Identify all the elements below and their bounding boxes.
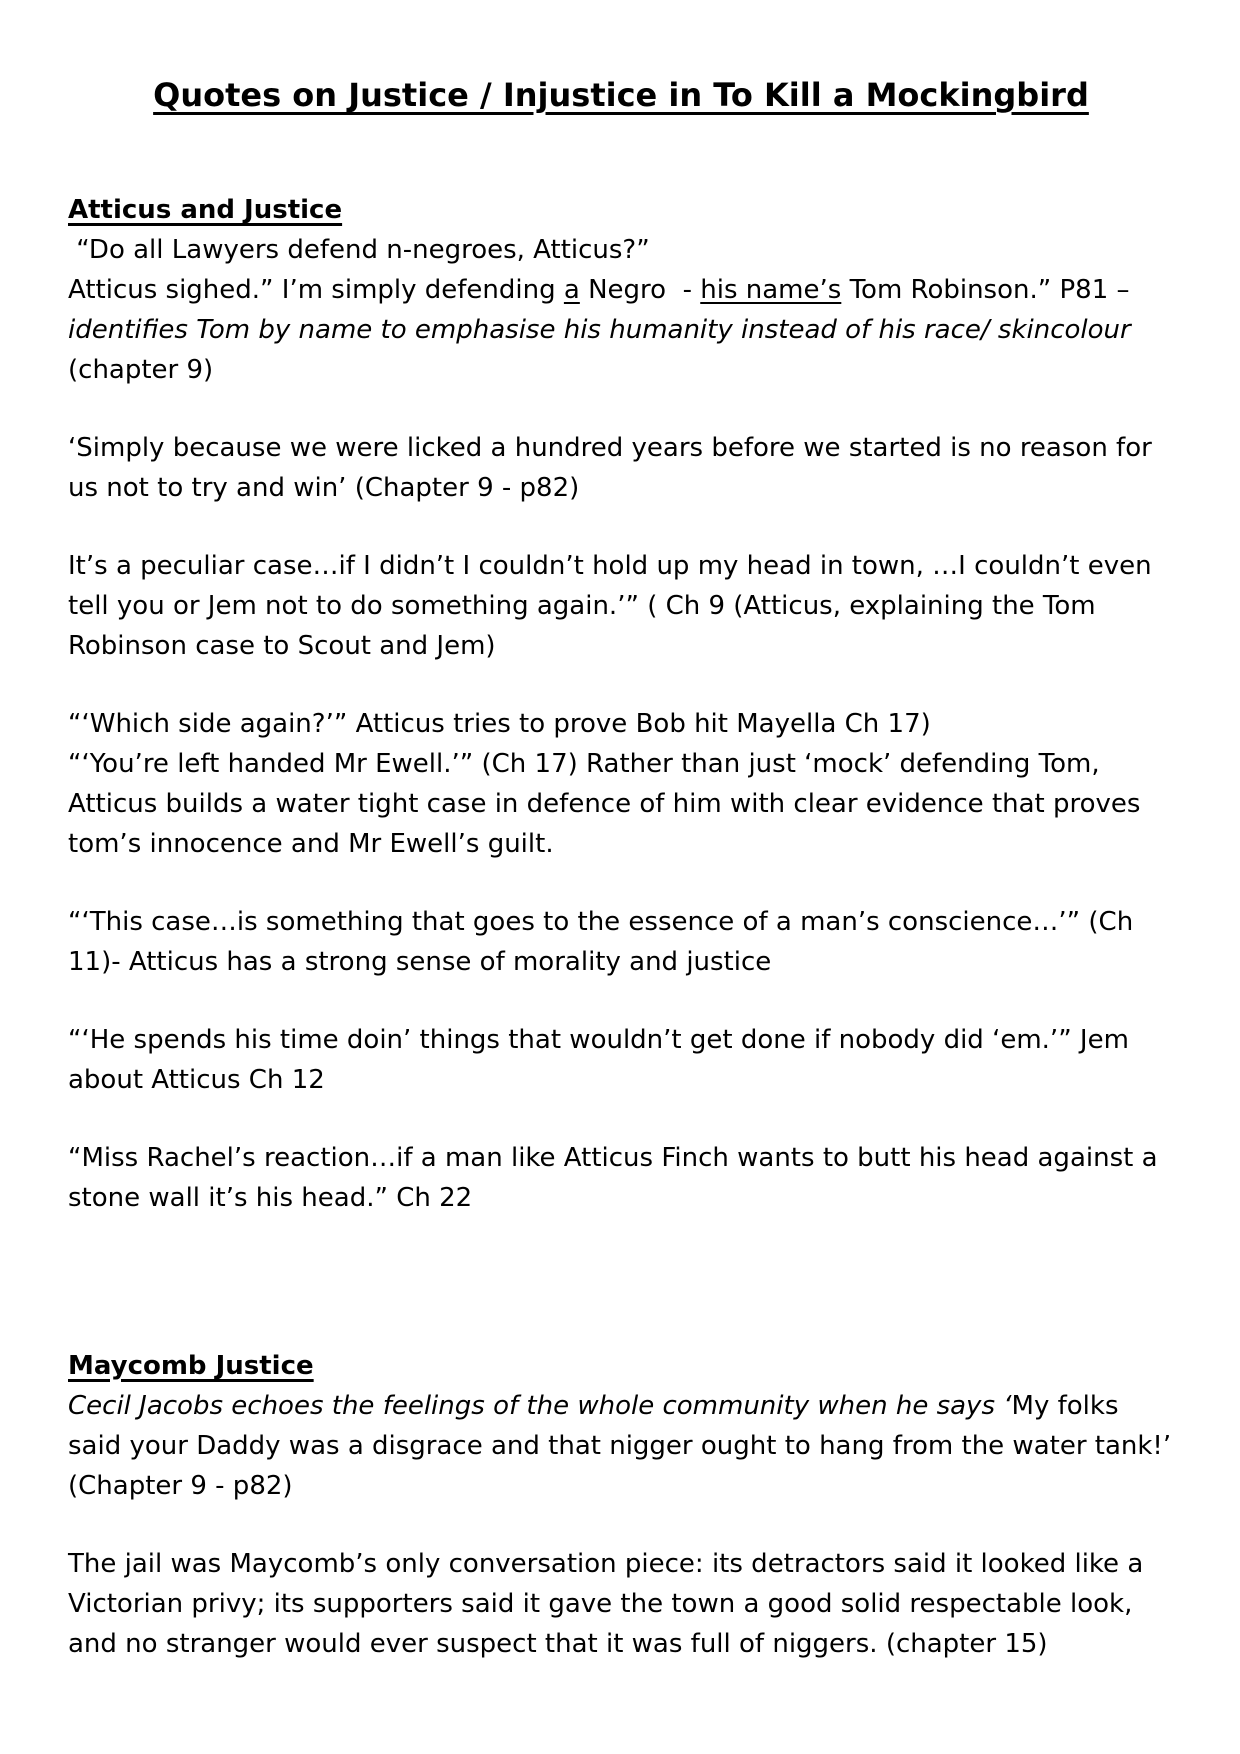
quote-paragraph bbox=[68, 902, 1174, 982]
text-run-italic: Cecil Jacobs echoes the feelings of the whole community when he says ‘ bbox=[68, 1391, 1012, 1421]
quote-paragraph bbox=[68, 270, 1174, 390]
quote-paragraph bbox=[68, 744, 1174, 864]
quote-paragraph bbox=[68, 1138, 1174, 1218]
quote-paragraph bbox=[68, 230, 1174, 270]
quote-paragraph bbox=[68, 1020, 1174, 1100]
text-run: “‘Which side again?’” Atticus tries to prove Bob hit Mayella Ch 17) bbox=[68, 709, 931, 739]
document-title: Quotes on Justice / Injustice in To Kill a Mockingbird bbox=[153, 76, 1089, 114]
text-run: ‘Simply because we were licked a hundred years before we started is no reason for us not to try and win’ (Chapter 9 - p82) bbox=[68, 433, 1161, 503]
text-run: “‘He spends his time doin’ things that wouldn’t get done if nobody did ‘em.’” Jem about Atticus Ch 12 bbox=[68, 1025, 1138, 1095]
text-run: Atticus sighed.” I’m simply defending bbox=[68, 275, 564, 305]
text-run: “‘You’re left handed Mr Ewell.’” (Ch 17) Rather than just ‘mock’ defending Tom, Atticus builds a water tight case in defence of him with clear evidence that proves tom’s innocence and Mr Ewell’s guilt. bbox=[68, 749, 1149, 859]
text-run: My folks said your Daddy was a disgrace and that nigger ought to hang from the water tank!’ (Chapter 9 - p82) bbox=[68, 1391, 1188, 1501]
text-run: It’s a peculiar case…if I didn’t I couldn’t hold up my head in town, …I couldn’t even tell you or Jem not to do something again.’” ( Ch 9 (Atticus, explaining the Tom Robinson case to Scout and Jem) bbox=[68, 551, 1160, 661]
text-run: Tom Robinson.” P81 – bbox=[841, 275, 1138, 305]
text-run-italic: identifies Tom by name to emphasise his humanity instead of his race/ skincolour bbox=[68, 315, 1131, 345]
quote-paragraph bbox=[68, 704, 1174, 744]
text-run-underlined: a bbox=[563, 275, 580, 305]
section-heading-maycomb: Maycomb Justice bbox=[68, 1351, 314, 1381]
text-run: (chapter 9) bbox=[68, 315, 1139, 385]
quote-paragraph bbox=[68, 1386, 1188, 1506]
section-heading-atticus: Atticus and Justice bbox=[68, 195, 343, 225]
text-run: “Do all Lawyers defend n-negroes, Atticus?” bbox=[68, 235, 650, 265]
text-run-underlined: his name’s bbox=[700, 275, 842, 305]
quote-paragraph bbox=[68, 428, 1174, 508]
quote-paragraph bbox=[68, 1544, 1174, 1664]
text-run: Negro - bbox=[579, 275, 701, 305]
text-run: “‘This case…is something that goes to the essence of a man’s conscience…’” (Ch 11)- Atticus has a strong sense of morality and justice bbox=[68, 907, 1142, 977]
quote-paragraph bbox=[68, 546, 1174, 666]
text-run: “Miss Rachel’s reaction…if a man like Atticus Finch wants to butt his head against a stone wall it’s his head.” Ch 22 bbox=[68, 1143, 1166, 1213]
text-run: The jail was Maycomb’s only conversation piece: its detractors said it looked like a Victorian privy; its supporters said it gave the town a good solid respectable look, and no stranger would ever suspect that it was full of niggers. (chapter 15) bbox=[68, 1549, 1152, 1659]
